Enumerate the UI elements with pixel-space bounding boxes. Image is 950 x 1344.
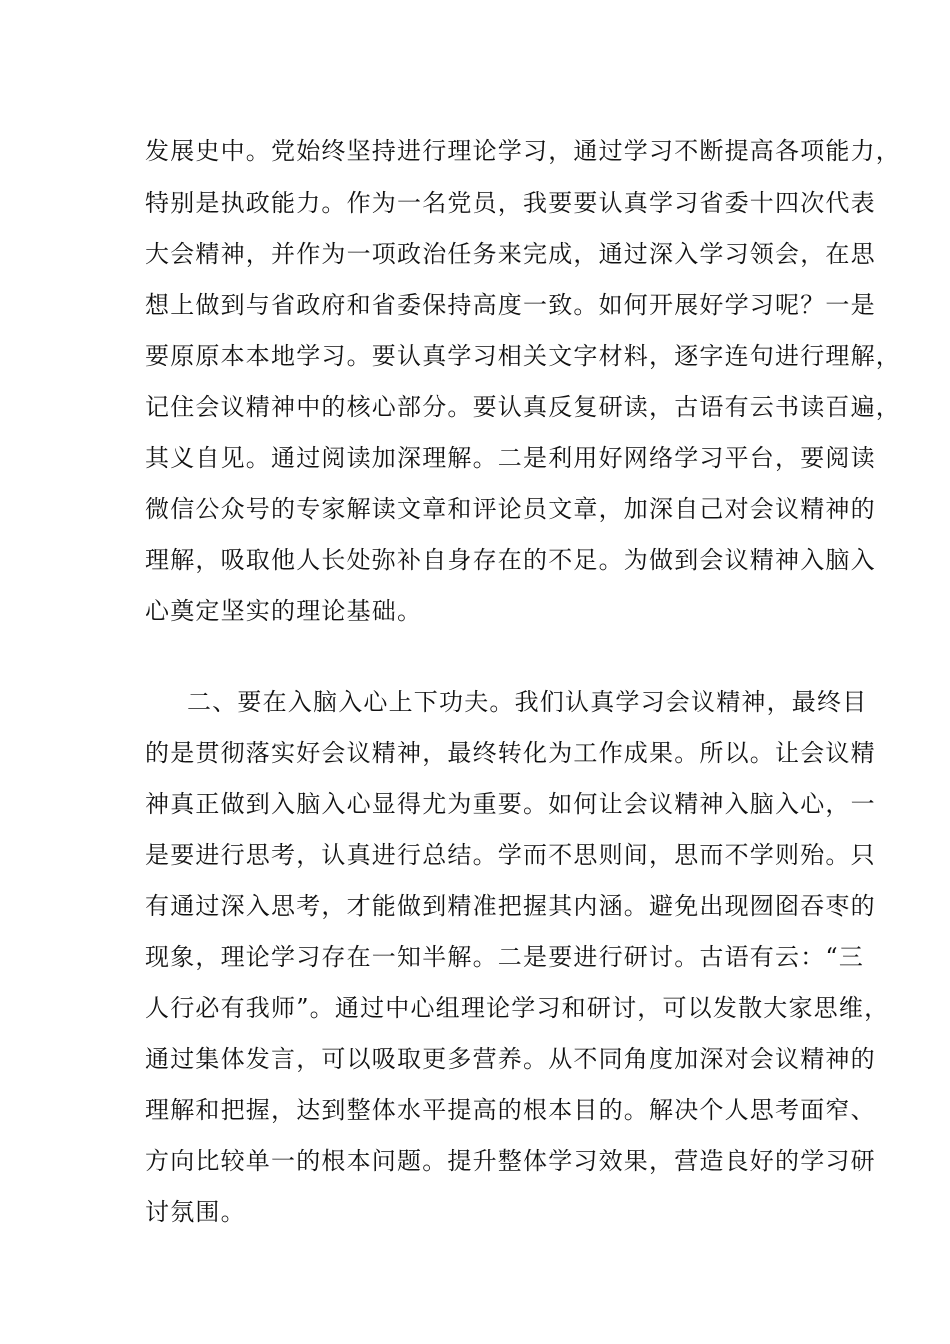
text-line: 神真正做到入脑入心显得尤为重要。如何让会议精神入脑入心，一 [145,790,876,818]
text-line: 理解，吸取他人长处弥补自身存在的不足。为做到会议精神入脑入 [145,546,876,574]
text-line: 通过集体发言，可以吸取更多营养。从不同角度加深对会议精神的 [145,1045,876,1073]
text-line: 微信公众号的专家解读文章和评论员文章，加深自己对会议精神的 [145,495,876,523]
text-line: 二、要在入脑入心上下功夫。我们认真学习会议精神，最终目 [187,688,868,716]
text-line: 方向比较单一的根本问题。提升整体学习效果，营造良好的学习研 [145,1147,876,1175]
text-line: 记住会议精神中的核心部分。要认真反复研读，古语有云书读百遍， [145,393,901,421]
text-line: 想上做到与省政府和省委保持高度一致。如何开展好学习呢？一是 [145,291,876,319]
text-line: 其义自见。通过阅读加深理解。二是利用好网络学习平台，要阅读 [145,444,876,472]
text-line: 人行必有我师”。通过中心组理论学习和研讨，可以发散大家思维， [145,994,890,1022]
text-line: 要原原本本地学习。要认真学习相关文字材料，逐字连句进行理解， [145,342,901,370]
text-line: 讨氛围。 [145,1198,246,1226]
text-line: 有通过深入思考，才能做到精准把握其内涵。避免出现囫囵吞枣的 [145,892,876,920]
text-line: 的是贯彻落实好会议精神，最终转化为工作成果。所以。让会议精 [145,739,876,767]
text-line: 特别是执政能力。作为一名党员，我要要认真学习省委十四次代表 [145,189,876,217]
text-line: 是要进行思考，认真进行总结。学而不思则间，思而不学则殆。只 [145,841,876,869]
text-line: 理解和把握，达到整体水平提高的根本目的。解决个人思考面窄、 [145,1096,876,1124]
text-line: 大会精神，并作为一项政治任务来完成，通过深入学习领会，在思 [145,240,876,268]
text-line: 现象，理论学习存在一知半解。二是要进行研讨。古语有云：“三 [145,943,865,971]
text-line: 心奠定坚实的理论基础。 [145,597,423,625]
text-line: 发展史中。党始终坚持进行理论学习，通过学习不断提高各项能力， [145,137,901,165]
